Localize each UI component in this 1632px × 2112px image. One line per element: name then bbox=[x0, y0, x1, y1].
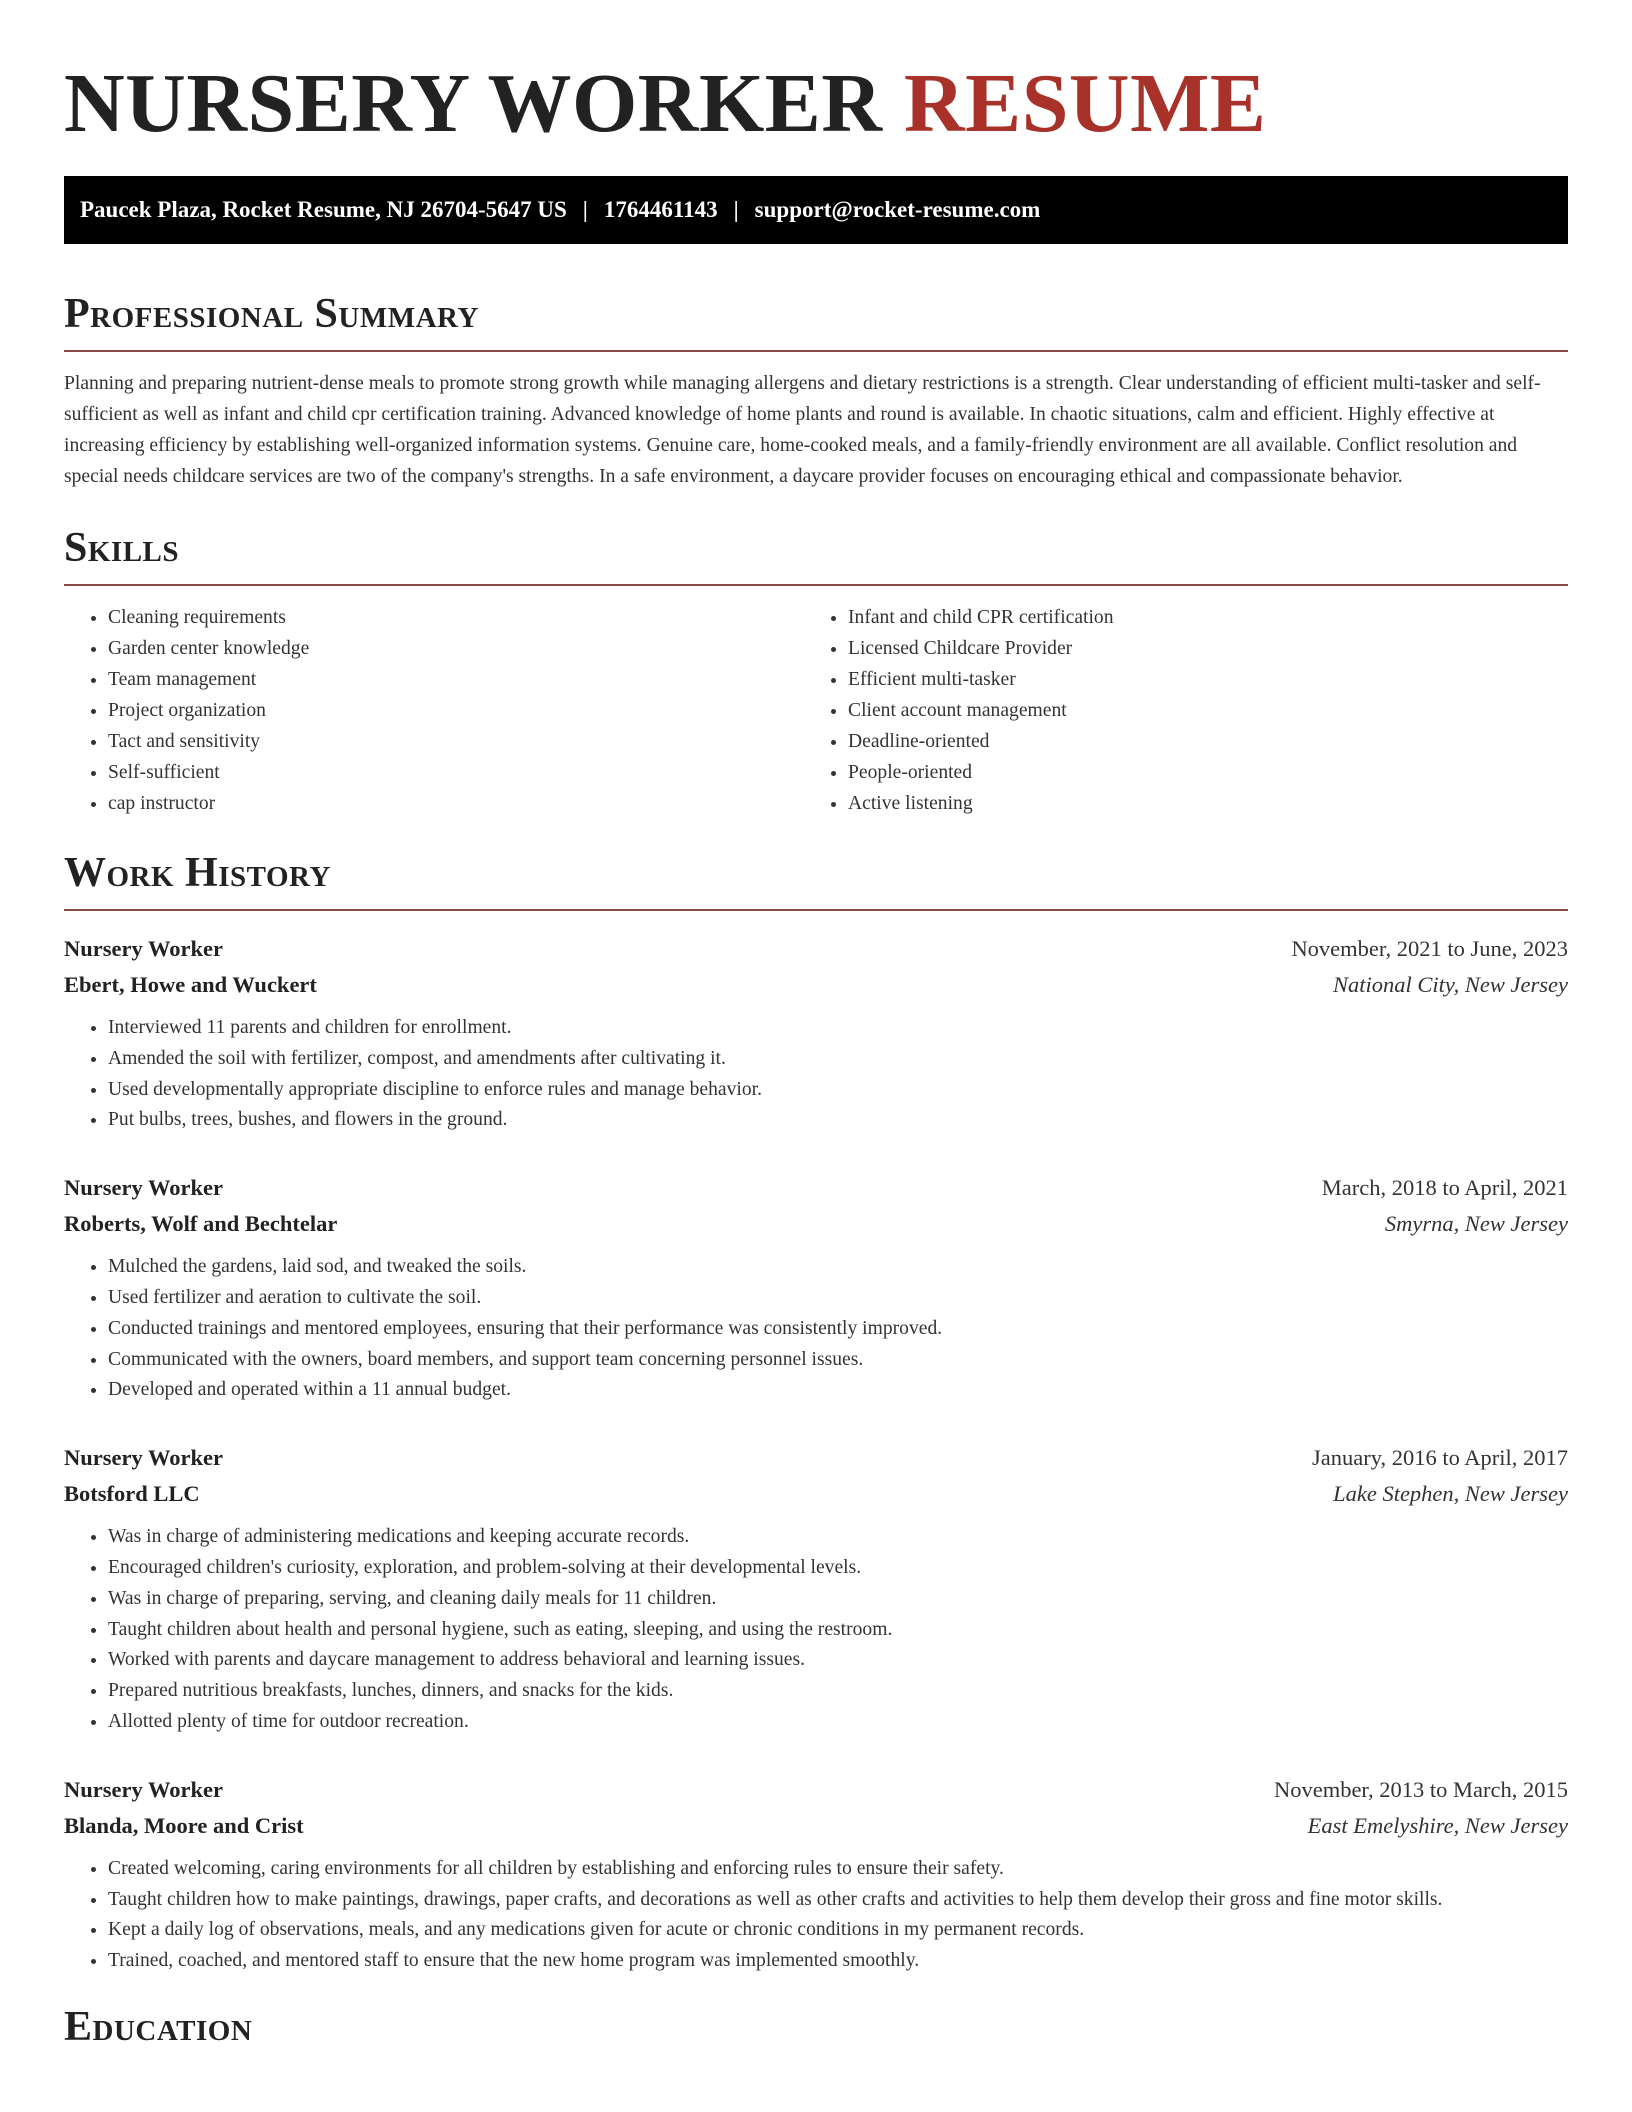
skill-item: • Client account management bbox=[848, 695, 1544, 726]
job-duty: • Encouraged children's curiosity, exploration, and problem-solving at their developmental levels. bbox=[108, 1553, 1568, 1584]
job-duty: • Kept a daily log of observations, meals, and any medications given for acute or chronic conditions in my permanent records. bbox=[108, 1915, 1568, 1946]
section-divider bbox=[64, 909, 1568, 911]
job-location: Lake Stephen, New Jersey bbox=[1333, 1481, 1568, 1507]
contact-address: Paucek Plaza, Rocket Resume, NJ 26704-5647 US bbox=[80, 197, 567, 222]
job-duty: • Prepared nutritious breakfasts, lunches, dinners, and snacks for the kids. bbox=[108, 1676, 1568, 1707]
job-duty: • Worked with parents and daycare management to address behavioral and learning issues. bbox=[108, 1645, 1568, 1676]
skill-item: • Licensed Childcare Provider bbox=[848, 633, 1544, 664]
contact-separator: | bbox=[582, 197, 588, 222]
job-location: Smyrna, New Jersey bbox=[1384, 1211, 1568, 1237]
skills-column-right bbox=[804, 602, 1544, 819]
job-duty: • Was in charge of administering medications and keeping accurate records. bbox=[108, 1522, 1568, 1553]
skill-item: • Active listening bbox=[848, 788, 1544, 819]
skill-item: • cap instructor bbox=[108, 788, 804, 819]
section-heading: Education bbox=[64, 2003, 253, 2050]
job-duty: • Developed and operated within a 11 annual budget. bbox=[108, 1375, 1568, 1406]
title-accent: RESUME bbox=[904, 57, 1267, 150]
job-position: Nursery Worker bbox=[64, 936, 223, 961]
title-main: NURSERY WORKER bbox=[64, 57, 883, 150]
job-header-row bbox=[64, 1440, 1568, 1476]
job-duty: • Trained, coached, and mentored staff to ensure that the new home program was implemented smoothly. bbox=[108, 1946, 1568, 1977]
job-duty: • Amended the soil with fertilizer, compost, and amendments after cultivating it. bbox=[108, 1044, 1568, 1075]
skill-item: • Tact and sensitivity bbox=[108, 726, 804, 757]
job-duties bbox=[64, 1252, 1568, 1406]
job-location: National City, New Jersey bbox=[1333, 972, 1568, 997]
job-company: Botsford LLC bbox=[64, 1481, 200, 1507]
job-dates: November, 2021 to June, 2023 bbox=[1291, 936, 1568, 961]
education-section bbox=[64, 2001, 1568, 2053]
job-duty: • Mulched the gardens, laid sod, and tweaked the soils. bbox=[108, 1252, 1568, 1283]
job-dates: January, 2016 to April, 2017 bbox=[1311, 1445, 1568, 1471]
job-duties bbox=[64, 1013, 1568, 1136]
job-dates: November, 2013 to March, 2015 bbox=[1273, 1776, 1568, 1802]
job-entry bbox=[64, 1170, 1568, 1406]
contact-phone: 1764461143 bbox=[603, 197, 718, 222]
summary-section bbox=[64, 288, 1568, 492]
job-company: Roberts, Wolf and Bechtelar bbox=[64, 1211, 338, 1237]
job-duty: • Taught children how to make paintings, drawings, paper crafts, and decorations as well as other crafts and activities to help them develop their gross and fine motor skills. bbox=[108, 1885, 1568, 1916]
job-entry bbox=[64, 1772, 1568, 1977]
job-company: Ebert, Howe and Wuckert bbox=[64, 972, 317, 997]
job-entry bbox=[64, 1440, 1568, 1738]
job-header-row bbox=[64, 931, 1568, 967]
job-duties bbox=[64, 1522, 1568, 1738]
skill-item: • Self-sufficient bbox=[108, 757, 804, 788]
skills-list bbox=[64, 602, 1568, 819]
job-company-row bbox=[64, 1808, 1568, 1844]
job-position: Nursery Worker bbox=[64, 1445, 223, 1471]
job-company-row bbox=[64, 1476, 1568, 1512]
section-heading: Work History bbox=[64, 850, 331, 896]
job-duty: • Interviewed 11 parents and children for enrollment. bbox=[108, 1013, 1568, 1044]
skill-item: • Deadline-oriented bbox=[848, 726, 1544, 757]
job-company-row bbox=[64, 967, 1568, 1003]
skill-item: • Infant and child CPR certification bbox=[848, 602, 1544, 633]
job-duty: • Communicated with the owners, board members, and support team concerning personnel issues. bbox=[108, 1345, 1568, 1376]
job-company: Blanda, Moore and Crist bbox=[64, 1812, 304, 1838]
job-header-row bbox=[64, 1772, 1568, 1808]
skill-item: • Garden center knowledge bbox=[108, 633, 804, 664]
skills-column-left bbox=[64, 602, 804, 819]
section-heading: Professional Summary bbox=[64, 291, 479, 337]
contact-bar bbox=[64, 176, 1568, 244]
job-header-row bbox=[64, 1170, 1568, 1206]
section-divider bbox=[64, 350, 1568, 352]
skill-item: • Team management bbox=[108, 664, 804, 695]
job-duty: • Used developmentally appropriate discipline to enforce rules and manage behavior. bbox=[108, 1075, 1568, 1106]
skill-item: • Cleaning requirements bbox=[108, 602, 804, 633]
job-duty: • Allotted plenty of time for outdoor recreation. bbox=[108, 1707, 1568, 1738]
job-duty: • Was in charge of preparing, serving, and cleaning daily meals for 11 children. bbox=[108, 1584, 1568, 1615]
job-entry bbox=[64, 931, 1568, 1136]
job-company-row bbox=[64, 1206, 1568, 1242]
job-duty: • Used fertilizer and aeration to cultivate the soil. bbox=[108, 1283, 1568, 1314]
work-history-section bbox=[64, 847, 1568, 1977]
job-duty: • Put bulbs, trees, bushes, and flowers in the ground. bbox=[108, 1105, 1568, 1136]
skill-item: • Efficient multi-tasker bbox=[848, 664, 1544, 695]
job-duties bbox=[64, 1854, 1568, 1977]
section-divider bbox=[64, 584, 1568, 586]
job-position: Nursery Worker bbox=[64, 1776, 223, 1802]
resume-title bbox=[64, 0, 1568, 152]
skills-section bbox=[64, 522, 1568, 819]
job-duty: • Taught children about health and personal hygiene, such as eating, sleeping, and using the restroom. bbox=[108, 1615, 1568, 1646]
job-dates: March, 2018 to April, 2021 bbox=[1321, 1175, 1568, 1201]
resume-page bbox=[64, 0, 1568, 2053]
contact-separator: | bbox=[733, 197, 739, 222]
job-location: East Emelyshire, New Jersey bbox=[1307, 1812, 1568, 1838]
contact-email: support@rocket-resume.com bbox=[754, 197, 1041, 222]
section-heading: Skills bbox=[64, 525, 180, 571]
job-duty: • Conducted trainings and mentored employees, ensuring that their performance was consistently improved. bbox=[108, 1314, 1568, 1345]
skill-item: • Project organization bbox=[108, 695, 804, 726]
job-duty: • Created welcoming, caring environments for all children by establishing and enforcing rules to ensure their safety. bbox=[108, 1854, 1568, 1885]
summary-text: Planning and preparing nutrient-dense meals to promote strong growth while managing allergens and dietary restrictions is a strength. Clear understanding of efficient multi-tasker and self-sufficient as well as infant and child cpr certification training. Advanced knowledge of home plants and round is available. In chaotic situations, calm and efficient. Highly effective at increasing efficiency by establishing well-organized information systems. Genuine care, home-cooked meals, and a family-friendly environment are all available. Conflict resolution and special needs childcare services are two of the company's strengths. In a safe environment, a daycare provider focuses on encouraging ethical and compassionate behavior. bbox=[64, 373, 1541, 487]
skill-item: • People-oriented bbox=[848, 757, 1544, 788]
job-position: Nursery Worker bbox=[64, 1175, 223, 1201]
